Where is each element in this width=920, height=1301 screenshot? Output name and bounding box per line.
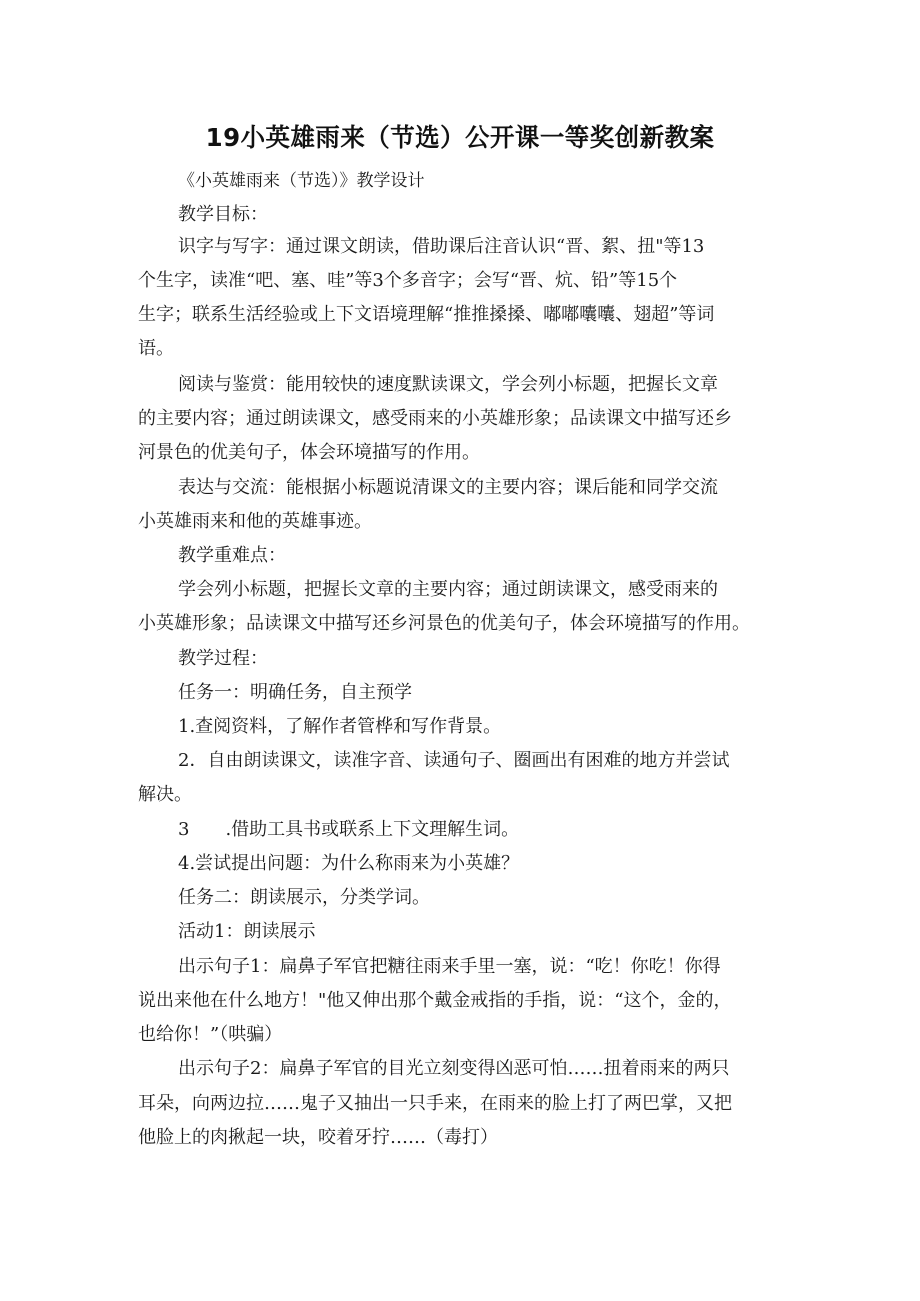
list-item-continuation: 解决。 (138, 784, 192, 805)
paragraph-line: 小英雄形象；品读课文中描写还乡河景色的优美句子，体会环境描写的作用。 (138, 613, 750, 634)
list-item: 3 .借助工具书或联系上下文理解生词。 (178, 819, 520, 840)
list-item: 1.查阅资料，了解作者管桦和写作背景。 (178, 716, 502, 737)
paragraph-line: 他脸上的肉揪起一块，咬着牙拧……（毒打） (138, 1127, 498, 1148)
paragraph-line: 语。 (138, 338, 174, 359)
list-item: 2．自由朗读课文，读准字音、读通句子、圈画出有困难的地方并尝试 (178, 750, 730, 771)
activity-heading: 活动1：朗读展示 (178, 921, 316, 942)
task-heading: 任务一：明确任务，自主预学 (178, 682, 412, 703)
heading-objectives: 教学目标： (178, 204, 268, 225)
paragraph-line: 出示句子1：扁鼻子军官把糖往雨来手里一塞，说：“吃！你吃！你得 (178, 956, 721, 977)
paragraph-line: 个生字，读准“吧、塞、哇”等3个多音字；会写“晋、炕、铅”等15个 (138, 270, 678, 291)
paragraph-line: 表达与交流：能根据小标题说清课文的主要内容；课后能和同学交流 (178, 477, 718, 498)
list-item: 4.尝试提出问题：为什么称雨来为小英雄？ (178, 853, 520, 874)
paragraph-line: 生字；联系生活经验或上下文语境理解“推推搡搡、嘟嘟囔囔、翅超”等词 (138, 304, 715, 325)
paragraph-line: 小英雄雨来和他的英雄事迹。 (138, 511, 372, 532)
paragraph-line: 出示句子2：扁鼻子军官的目光立刻变得凶恶可怕……扭着雨来的两只 (178, 1058, 730, 1079)
paragraph-line: 识字与写字：通过课文朗读，借助课后注音认识“晋、絮、扭"等13 (178, 236, 705, 257)
paragraph-line: 学会列小标题，把握长文章的主要内容；通过朗读课文，感受雨来的 (178, 579, 718, 600)
paragraph-line: 说出来他在什么地方！"他又伸出那个戴金戒指的手指，说：“这个，金的， (138, 990, 732, 1011)
document-subtitle: 《小英雄雨来（节选）》教学设计 (178, 171, 425, 191)
paragraph-line: 河景色的优美句子，体会环境描写的作用。 (138, 442, 480, 463)
paragraph-line: 耳朵，向两边拉……鬼子又抽出一只手来，在雨来的脸上打了两巴掌，又把 (138, 1093, 732, 1114)
paragraph-line: 的主要内容；通过朗读课文，感受雨来的小英雄形象；品读课文中描写还乡 (138, 408, 732, 429)
task-heading: 任务二：朗读展示，分类学词。 (178, 887, 430, 908)
paragraph-line: 阅读与鉴赏：能用较快的速度默读课文，学会列小标题，把握长文章 (178, 374, 718, 395)
heading-key-points: 教学重难点： (178, 545, 286, 566)
document-title: 19小英雄雨来（节选）公开课一等奖创新教案 (205, 123, 715, 152)
paragraph-line: 也给你！”（哄骗） (138, 1024, 283, 1045)
heading-process: 教学过程： (178, 648, 268, 669)
